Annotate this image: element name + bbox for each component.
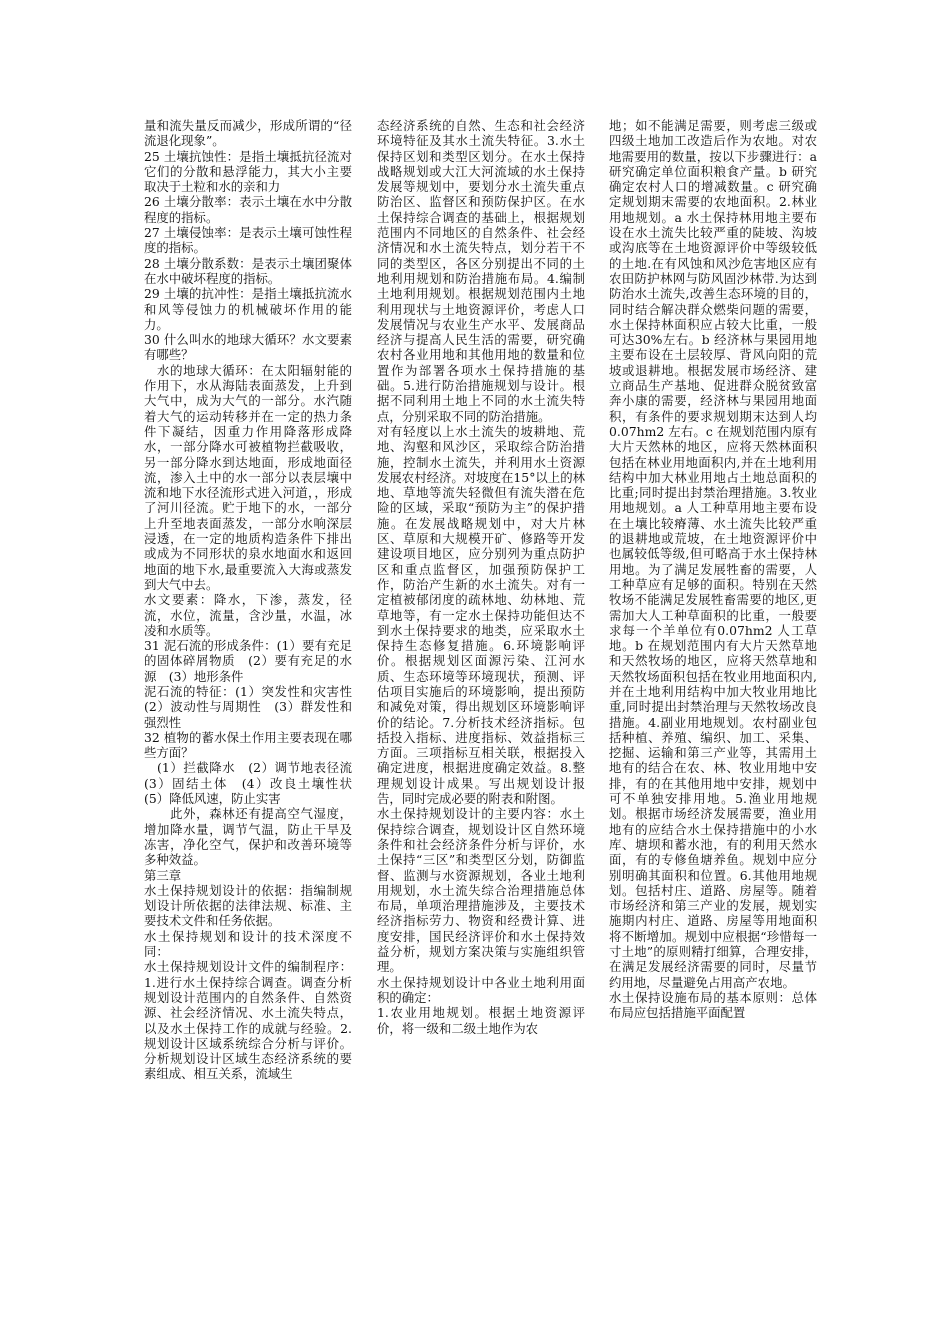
text-column-left: [144, 118, 365, 1298]
paragraph: 水的地球大循环：在太阳辐射能的作用下，水从海陆表面蒸发，上升到大气中，成为大气的一部分。水汽随着大气的运动转移并在一定的热力条件下凝结，因重力作用降落形成降水，一部分降水可被植物拦截吸收，另一部分降水到达地面，形成地面径流，渗入土中的水一部分以表层壤中流和地下水径流形式进入河道，，形成了河川径流。贮于地下的水，一部分上升至地表面蒸发，一部分水响深层浸透，在一定的地质构造条件下排出或成为不同形状的泉水地面水和返回地面的地下水,最重要流入大海或蒸发到大气中去。: [144, 362, 352, 592]
paragraph: 32 植物的蓄水保土作用主要表现在哪些方面？: [144, 729, 352, 761]
paragraph: 水土保持规划设计的主要内容：水土保持综合调查，规划设计区自然环境条件和社会经济条件分析与评价，水土保持“三区”和类型区分划，防御监督、监测与水资源规划，各业土地利用规划，水土流失综合治理措施总体布局，单项治理措施涉及，主要技术经济指标劳力、物资和经费计算、进度安排，国民经济评价和水土保持效益分析，规划方案决策与实施组织管理。: [377, 806, 585, 975]
text-column-middle: [377, 118, 585, 1298]
paragraph: 水土保持规划设计中各业土地利用面积的确定：: [377, 974, 585, 1005]
paragraph: 水土保持规划设计文件的编制程序：1.进行水土保持综合调查。调查分析规划设计范围内的自然条件、自然资源、社会经济情况、水土流失特点，以及水土保持工作的成就与经验。2.规划设计区域系统综合分析与评价。分析规划设计区域生态经济系统的要素组成、相互关系，流域生: [144, 959, 352, 1082]
paragraph: 29 土壤的抗冲性：是指土壤抵抗流水和风等侵蚀力的机械破坏作用的能力。: [144, 286, 352, 332]
paragraph: 27 土壤侵蚀率：是表示土壤可蚀性程度的指标。: [144, 225, 352, 256]
paragraph: (1）拦截降水 (2）调节地表径流 (3）固结土体 (4）改良土壤性状 (5）降低风速，防止实害: [144, 760, 365, 807]
paragraph: 水文要素：降水，下渗，蒸发，径流，水位，流量，含沙量，水温，冰凌和水质等。: [144, 592, 352, 638]
paragraph: 26 土壤分散率：表示土壤在水中分散程度的指标。: [144, 194, 352, 225]
paragraph: 态经济系统的自然、生态和社会经济环境特征及其水土流失特征。3.水土保持区划和类型区划分。在水土保持战略规划或大江大河流域的水土保持发展等规划中，要划分水土流失重点防治区、监督区和预防保护区。在水土保持综合调查的基础上，根据规划范围内不同地区的自然条件、社会经济情况和水土流失特点，划分若干不同的类型区，各区分别提出不同的土地利用规划和防治措施布局。4.编制土地利用规划。根据规划范围内土地利用现状与土地资源评价，考虑人口发展情况与农业生产水平、发展商品经济与提高人民生活的需要，研究确农村各业用地和其他用地的数量和位置作为部署各项水土保持措施的基础。5.进行防治措施规划与设计。根据不同利用土地上不同的水土流失特点，分别采取不同的防治措施。: [377, 118, 585, 424]
paragraph: 地；如不能满足需要，则考虑三级或四级土地加工改造后作为农地。对农地需要用的数量，按以下步骤进行：a 研究确定单位面积粮食产量。b 研究确定农村人口的增减数量。c 研究确定规划期末需要的农地面积。2.林业用地规划。a 水土保持林用地主要布设在水土流失比较严重的陡坡、沟坡或沟底等在土地资源评价中等级较低的土地.在有风蚀和风沙危害地区应有农田防护林网与防风固沙林带.为达到防治水土流失,改善生态环境的目的，同时结合解决群众燃柴问题的需要，水土保持林面积应占较大比重，一般可达30%左右。b 经济林与果园用地主要布设在土层较厚、背风向阳的荒坡或退耕地。根据发展市场经济、建立商品生产基地、促进群众脱贫致富奔小康的需要，经济林与果园用地面积，有条件的要求规划期末达到人均 0.07hm2 左右。c 在规划范围内原有大片天然林的地区，应将天然林面积包括在林业用地面积内,并在土地利用结构中加大林业用地占土地总面积的比重;同时提出封禁治理措施。3.牧业用地规划。a 人工种草用地主要布设在土壤比较瘠薄、水土流失比较严重的退耕地或荒坡，在土地资源评价中也属较低等级,但可略高于水土保持林用地。为了满足发展牲畜的需要，人工种草应有足够的面积。特别在天然牧场不能满足发展牲畜需要的地区,更需加大人工种草面积的比重，一般要求每一个羊单位有0.07hm2 人工草地。b 在规划范围内有大片天然草地和天然牧场的地区，应将天然草地和天然牧场面积包括在牧业用地面积内,并在土地利用结构中加大牧业用地比重,同时提出封禁治理与天然牧场改良措施。4.副业用地规划。农村副业包括种植、养殖、编织、加工、采集、挖掘、运输和第三产业等，其需用土地有的结合在农、林、牧业用地中安排，有的在其他用地中安排，规划中可不单独安排用地。5.渔业用地规划。根据市场经济发展需要，渔业用地有的应结合水土保持措施中的小水库、塘坝和蓄水池，有的利用天然水面，有的专修鱼塘养鱼。规划中应分别明确其面积和位置。6.其他用地规划。包括村庄、道路、房屋等。随着市场经济和第三产业的发展，规划实施期内村庄、道路、房屋等用地面积将不断增加。规划中应根据“珍惜每一寸土地”的原则精打细算，合理安排，在满足发展经济需要的同时，尽量节约用地，尽量避免占用高产农地。: [609, 118, 817, 990]
text-column-right: [609, 118, 817, 1298]
paragraph: 水土保持规划设计的依据：指编制规划设计所依据的法律法规、标准、主要技术文件和任务依据。: [144, 882, 352, 929]
paragraph: 1.农业用地规划。根据土地资源评价，将一级和二级土地作为农: [377, 1005, 585, 1036]
paragraph: 此外，森林还有提高空气湿度，增加降水量，调节气温，防止干旱及冻害，净化空气，保护和改善环境等多种效益。: [144, 806, 352, 868]
paragraph: 对有轻度以上水土流失的坡耕地、荒地、沟壑和风沙区，采取综合防治措施，控制水土流失，并利用水土资源发展农村经济。对坡度在15°以上的林地、草地等流失轻微但有流失潜在危险的区域，采取“预防为主”的保护措施。在发展战略规划中，对大片林区、草原和大规模开矿、修路等开发建设项目地区，应分别列为重点防护区和重点监督区，加强预防保护工作，防治产生新的水土流失。对有一定植被郁闭度的疏林地、幼林地、荒草地等，有一定水土保持功能但达不到水土保持要求的地类，应采取水土保持生态修复措施。6.环境影响评价。根据规划区面源污染、江河水质、生态环境等环境现状，预测、评估项目实施后的环境影响，提出预防和减免对策，得出规划区环境影响评价的结论。7.分析技术经济指标。包括投入指标、进度指标、效益指标三方面。三项指标互相关联，根据投入确定进度，根据进度确定效益。8.整理规划设计成果。写出规划设计报告，同时完成必要的附表和附图。: [377, 423, 585, 807]
paragraph: 28 土壤分散系数：是表示土壤团聚体在水中破坏程度的指标。: [144, 255, 352, 286]
paragraph: 量和流失量反而减少，形成所谓的“径流退化现象”。: [144, 118, 352, 149]
paragraph: 水土保持规划和设计的技术深度不同：: [144, 928, 352, 960]
paragraph: 泥石流的特征：(1）突发性和灾害性 (2）波动性与周期性 (3）群发性和强烈性: [144, 683, 365, 730]
paragraph: 水土保持设施布局的基本原则：总体布局应包括措施平面配置: [609, 989, 817, 1021]
paragraph: 30 什么叫水的地球大循环？水文要素有哪些？: [144, 332, 352, 363]
paragraph: 第三章: [144, 867, 182, 883]
paragraph: 25 土壤抗蚀性：是指土壤抵抗径流对它们的分散和悬浮能力，其大小主要取决于土粒和水的亲和力: [144, 148, 352, 195]
paragraph: 31 泥石流的形成条件：(1）要有充足的固体碎屑物质 (2）要有充足的水源 (3）地形条件: [144, 638, 352, 684]
